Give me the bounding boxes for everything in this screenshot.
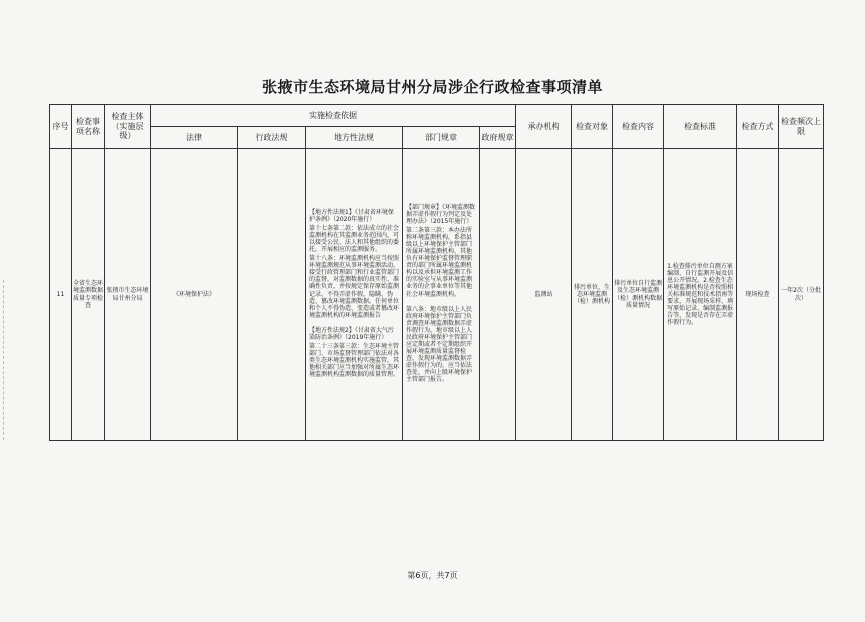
cell-content: 排污单位自行监测及生态环境监测（检）测机构数据质量情况 [613, 149, 664, 441]
cell-subject: 张掖市生态环境局甘州分局 [105, 149, 151, 441]
header-local-reg: 地方性法规 [306, 127, 403, 149]
cell-frequency: 一年2次（分批次） [779, 149, 824, 441]
local-reg-para: 第十八条：环境监测机构应当按照环境监测规范从事环境监测活动，接受行政管理部门和行业监管部门的监督，对监测数据的真实性、准确性负责，并按规定保存原始监测记录。不得弄虚作假，隐瞒、伪造、篡改环境监测数据。任何单位和个人不得伪造、变造或者篡改环境监测机构的环境监测报告 [309, 255, 400, 319]
header-agency: 承办机构 [516, 105, 572, 149]
cell-dept-rule [403, 149, 480, 441]
dept-rule-para: 【部门规章】《环境监测数据弄虚作假行为判定及处理办法》（2015年施行） [406, 203, 476, 225]
local-reg-para: 【地方性法规1】《甘肃省环境保护条例》（2020年施行） [309, 208, 394, 223]
local-reg-para: 第二十三条第三款：生态环境主管部门、市场监督管理部门依法对各类生态环境监测机构实施监管，其他相关部门应当加强对所属生态环境监测机构监测数据的质量管理。 [309, 342, 400, 379]
cell-method: 现场检查 [737, 149, 779, 441]
cell-gov-rule [480, 149, 516, 441]
header-standard: 检查标准 [664, 105, 737, 149]
page-number: 第6页，共7页 [407, 571, 458, 580]
header-law: 法律 [151, 127, 238, 149]
header-item-name: 检查事项名称 [72, 105, 105, 149]
header-dept-rule: 部门规章 [403, 127, 480, 149]
dept-rule-para: 第八条：地市级以上人民政府环境保护主管部门负责调查环境监测数据弄虚作假行为。地市级以上人民政府环境保护主管部门应定期或者不定期组织开展环境监测质量监督检查，发现环境监测数据弄虚作假行为的，应当依法查处，并向上级环境保护主管部门报告。 [406, 305, 473, 384]
cell-agency: 监测站 [516, 149, 572, 441]
inspection-table [49, 104, 824, 441]
header-seq: 序号 [50, 105, 72, 149]
header-gov-rule: 政府规章 [480, 127, 516, 149]
cell-standard: 1.检查排污单位自测方案编制、自行监测开展及信息公开情况。2.检查生态环境监测机构是否按照相关标准规范和技术指南等要求，开展现场采样、填写原始记录、编制监测报告等，发现是否存在弄虚作假行为。 [664, 149, 737, 441]
header-method: 检查方式 [737, 105, 779, 149]
cell-admin-reg [238, 149, 306, 441]
cell-item-name: 全省生态环境监测数据质量专项检查 [72, 149, 105, 441]
header-admin-reg: 行政法规 [238, 127, 306, 149]
page-title: 张掖市生态环境局甘州分局涉企行政检查事项清单 [261, 78, 603, 96]
binding-edge [3, 280, 8, 440]
cell-local-reg [306, 149, 403, 441]
header-basis: 实施检查依据 [151, 105, 516, 127]
table-row [50, 149, 824, 441]
header-content: 检查内容 [613, 105, 664, 149]
cell-seq: 11 [50, 149, 72, 441]
header-frequency: 检查频次上限 [779, 105, 824, 149]
local-reg-para: 【地方性法规2】《甘肃省大气污染防治条例》（2019年施行） [309, 326, 394, 341]
cell-law: 《环境保护法》 [151, 149, 238, 441]
dept-rule-para: 第二条第三款：本办法所称环境监测机构，系指县级以上环境保护主管部门所属环境监测机构、其他负有环境保护监督管理职责的部门所属环境监测机构以及承担环境监测工作的实验室与从事环境监测业务的企事业单位等其他社会环境监测机构。 [406, 226, 473, 298]
cell-target: 排污单位、生态环境监测（检）测机构 [572, 149, 613, 441]
header-target: 检查对象 [572, 105, 613, 149]
header-subject: 检查主体（实施层级） [105, 105, 151, 149]
local-reg-para: 第十七条第二款：依法成立的社会监测机构在其监测业务范围内，可以接受公民、法人和其他组织的委托，开展相应的监测服务。 [309, 224, 400, 254]
